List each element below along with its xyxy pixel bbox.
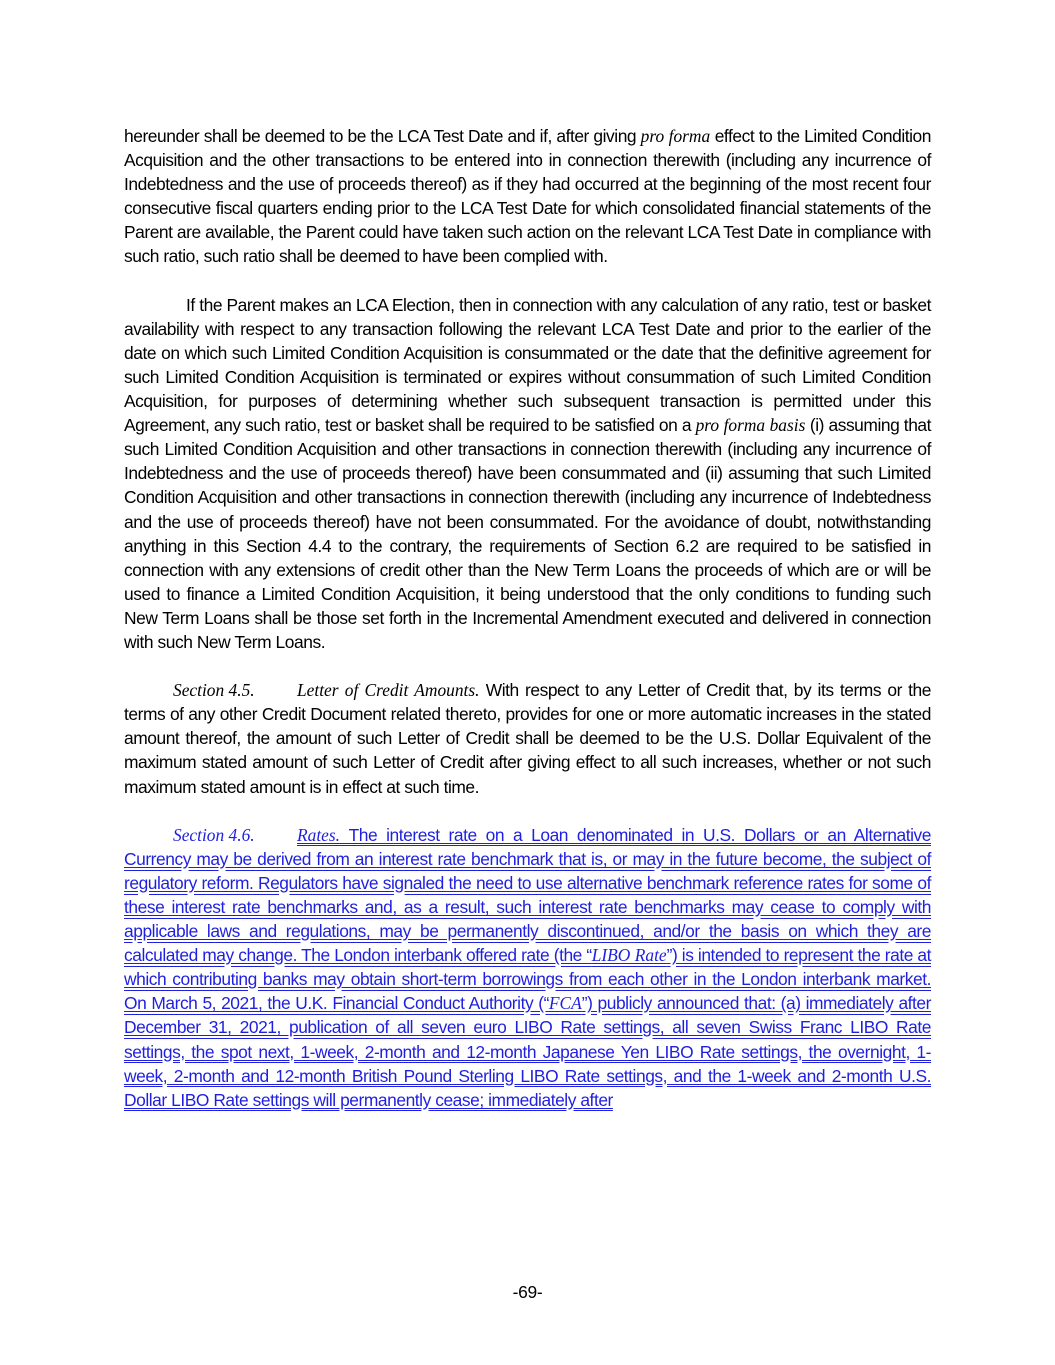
defined-term-fca: FCA: [548, 993, 582, 1014]
section-4-5-body: With respect to any Letter of Credit that, by its terms or the terms of any other Credit Document related thereto, provides for one or more automatic increases in the stated amount thereof, the amount of such Letter of Credit shall be deemed to be the U.S. Dollar Equivalent of the maximum stated amount of such Letter of Credit after giving effect to all such increases, whether or not such maximum stated amount is in effect at such time.: [124, 680, 932, 797]
page-number: -69-: [512, 1282, 543, 1302]
section-4-6-number: Section 4.6.: [173, 824, 255, 845]
italic-pro-forma-basis: pro forma basis: [695, 415, 806, 436]
defined-term-libo-rate: LIBO Rate: [591, 945, 667, 966]
italic-pro-forma: pro forma: [640, 126, 711, 146]
section-4-5-number: Section 4.5.: [173, 680, 255, 701]
document-page: [124, 124, 931, 1136]
paragraph-2-text-a: If the Parent makes an LCA Election, then in connection with any calculation of any ratio, test or basket availability with respect to any transaction following the relevant LCA Test Date and prior to the earlier of the date on which such Limited Condition Acquisition is consummated or the date that the definitive agreement for such Limited Condition Acquisition is terminated or expires without consummation of such Limited Condition Acquisition, for purposes of determining whether such subsequent transaction is permitted under this Agreement, any such ratio, test or basket shall be required to be satisfied on a: [124, 294, 931, 436]
paragraph-1-text-a: hereunder shall be deemed to be the LCA Test Date and if, after giving: [124, 126, 641, 146]
section-4-6-text-a: The interest rate on a Loan denominated in U.S. Dollars or an Alternative Currency may be derived from an interest rate benchmark that is, or may in the future become, the subject of regulatory reform. Regulators have signaled the need to use alternative benchmark reference rates for some of these interest rate benchmarks and, as a result, such interest rate benchmarks may cease to comply with applicable laws and regulations, may be permanently discontinued, and/or the basis on which they are calculated may change. The London interbank offered rate (the “: [124, 824, 931, 966]
section-4-5-letter-of-credit-amounts: [124, 678, 931, 798]
section-4-6-text-b: ”) is intended to represent the rate at which contributing banks may obtain short-term borrowings from each other in the London interbank market. On March 5, 2021, the U.K. Financial Conduct Authority (“: [124, 945, 931, 1014]
paragraph-2-text-b: (i) assuming that such Limited Condition Acquisition and other transactions in connection therewith (including any incurrence of Indebtedness and the use of proceeds thereof) have been consummated and (ii) assuming that such Limited Condition Acquisition and other transactions in connection therewith (including any incurrence of Indebtedness and the use of proceeds thereof) have not been consummated. For the avoidance of doubt, notwithstanding anything in this Section 4.4 to the contrary, the requirements of Section 6.2 are required to be satisfied in connection with any extensions of credit other than the New Term Loans the proceeds of which are or will be used to finance a Limited Condition Acquisition, it being understood that the only conditions to funding such New Term Loans shall be those set forth in the Incremental Amendment executed and delivered in connection with such New Term Loans.: [124, 415, 932, 652]
section-4-6-text-c: ”) publicly announced that: (a) immediately after December 31, 2021, publication of all seven euro LIBO Rate settings, all seven Swiss Franc LIBO Rate settings, the spot next, 1-week, 2-month and 12-month Japanese Yen LIBO Rate settings, the overnight, 1-week, 2-month and 12-month British Pound Sterling LIBO Rate settings, and the 1-week and 2-month U.S. Dollar LIBO Rate settings will permanently cease; immediately after: [124, 993, 931, 1110]
section-4-6-rates-inserted-text: [124, 823, 931, 1112]
section-4-5-title: Letter of Credit Amounts.: [297, 680, 480, 701]
paragraph-lca-election: [124, 293, 931, 654]
paragraph-1-text-b: effect to the Limited Condition Acquisition and the other transactions to be entered into in connection therewith (including any incurrence of Indebtedness and the use of proceeds thereof) as if they had occurred at the beginning of the most recent four consecutive fiscal quarters ending prior to the LCA Test Date for which consolidated financial statements of the Parent are available, the Parent could have taken such action on the relevant LCA Test Date in compliance with such ratio, such ratio shall be deemed to have been complied with.: [124, 126, 931, 267]
paragraph-lca-test-date-continuation: [124, 124, 931, 269]
section-4-6-title: Rates.: [297, 824, 340, 845]
